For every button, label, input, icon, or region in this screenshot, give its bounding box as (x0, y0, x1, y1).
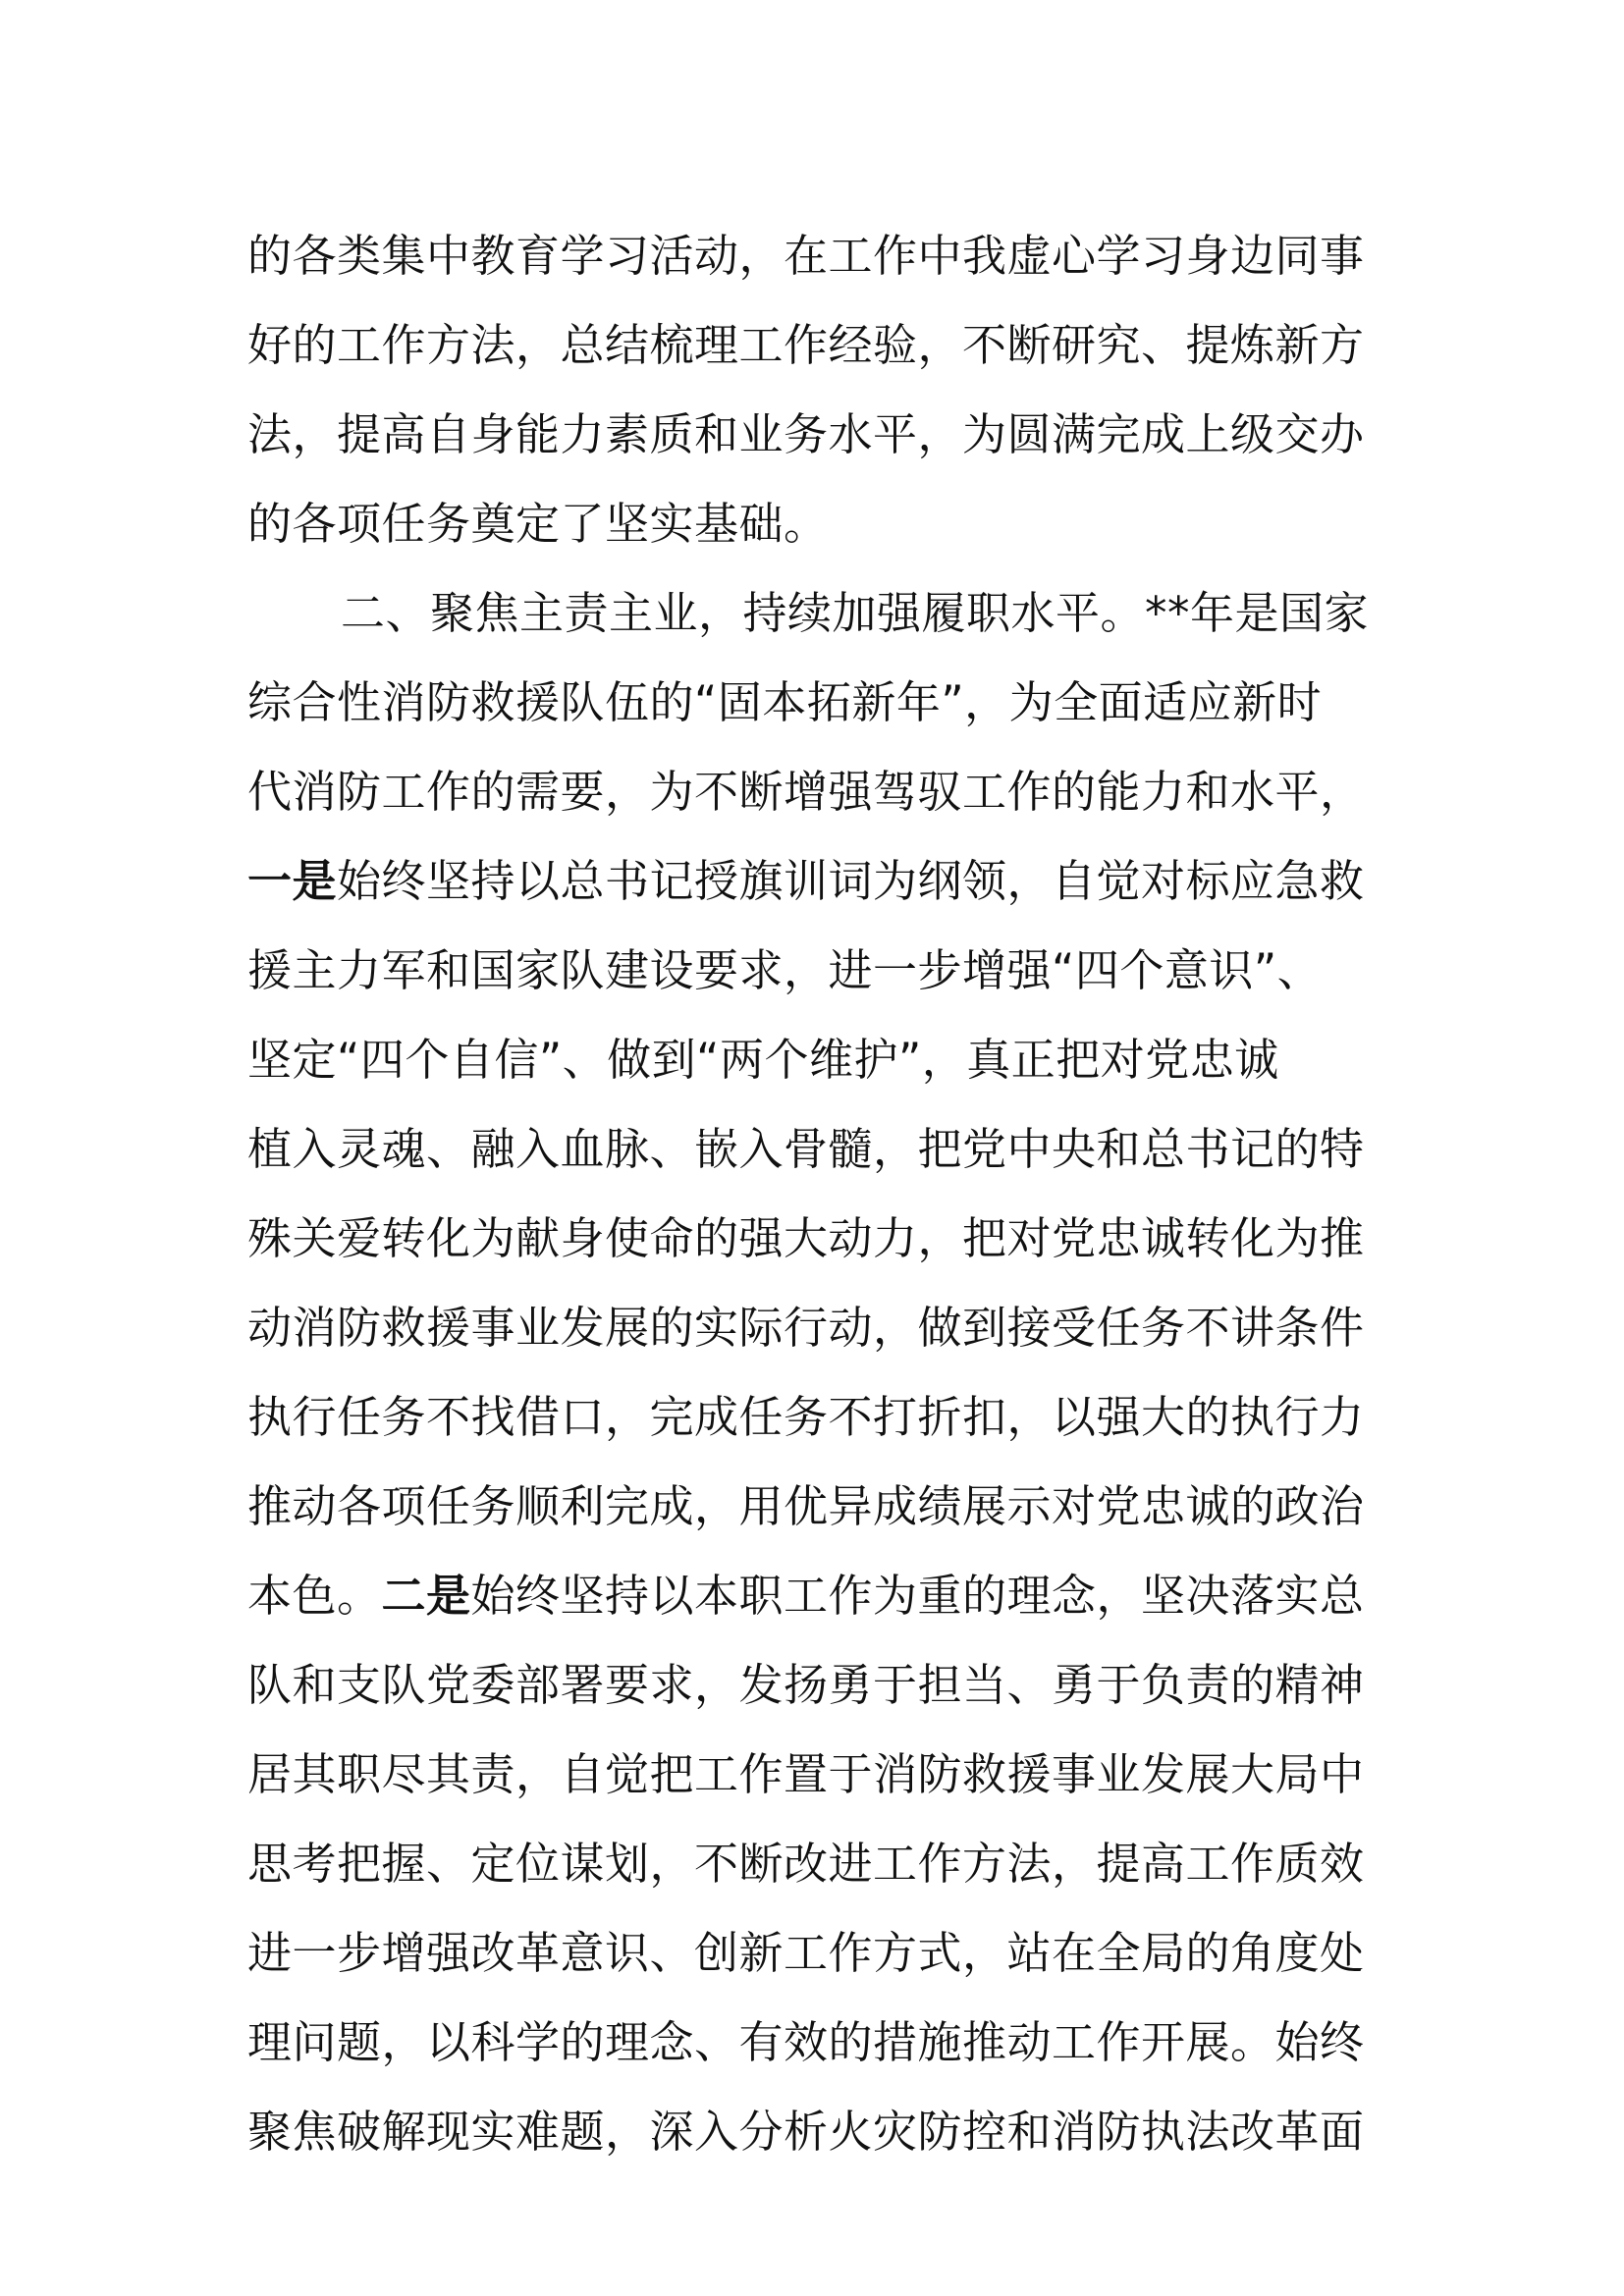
text-line: 好的工作方法，总结梳理工作经验，不断研究、提炼新方 (247, 319, 1365, 371)
text-line: 的各项任务奠定了坚实基础。 (247, 498, 829, 550)
text-line: 进一步增强改革意识、创新工作方式，站在全局的角度处 (247, 1927, 1365, 1979)
text-line: 队和支队党委部署要求，发扬勇于担当、勇于负责的精神 (247, 1659, 1365, 1711)
text-line-content: 本色。 (247, 1570, 382, 1622)
text-line: 理问题，以科学的理念、有效的措施推动工作开展。始终 (247, 2016, 1365, 2068)
text-line: 居其职尽其责，自觉把工作置于消防救援事业发展大局中 (247, 1748, 1365, 1800)
text-line: 植入灵魂、融入血脉、嵌入骨髓，把党中央和总书记的特 (247, 1123, 1365, 1175)
text-line: 法，提高自身能力素质和业务水平，为圆满完成上级交办 (247, 408, 1365, 460)
text-line-content: 始终坚持以本职工作为重的理念，坚决落实总 (470, 1570, 1365, 1622)
text-line: 执行任务不找借口，完成任务不打折扣，以强大的执行力 (247, 1391, 1365, 1443)
point-marker-second: 二是 (381, 1570, 471, 1622)
text-line: 的各类集中教育学习活动，在工作中我虚心学习身边同事 (247, 230, 1365, 282)
text-line: 动消防救援事业发展的实际行动，做到接受任务不讲条件 (247, 1302, 1365, 1354)
text-line: 坚定“四个自信”、做到“两个维护”，真正把对党忠诚 (247, 1034, 1279, 1086)
text-line (247, 836, 1396, 926)
text-line: 推动各项任务顺利完成，用优异成绩展示对党忠诚的政治 (247, 1480, 1365, 1532)
text-line: 思考把握、定位谋划，不断改进工作方法，提高工作质效 (247, 1838, 1365, 1890)
text-line: 殊关爱转化为献身使命的强大动力，把对党忠诚转化为推 (247, 1212, 1365, 1264)
text-line: 综合性消防救援队伍的“固本拓新年”，为全面适应新时 (247, 676, 1323, 728)
text-line: 代消防工作的需要，为不断增强驾驭工作的能力和水平， (247, 766, 1365, 818)
text-line (247, 1551, 1396, 1640)
point-marker-first: 一是 (247, 855, 338, 907)
text-line: 援主力军和国家队建设要求，进一步增强“四个意识”、 (247, 944, 1323, 996)
section-heading-line: 二、聚焦主责主业，持续加强履职水平。**年是国家 (341, 587, 1370, 639)
text-line-content: 始终坚持以总书记授旗训词为纲领，自觉对标应急救 (337, 855, 1365, 907)
text-line: 聚焦破解现实难题，深入分析火灾防控和消防执法改革面 (247, 2106, 1365, 2158)
body-text (247, 211, 1396, 2176)
